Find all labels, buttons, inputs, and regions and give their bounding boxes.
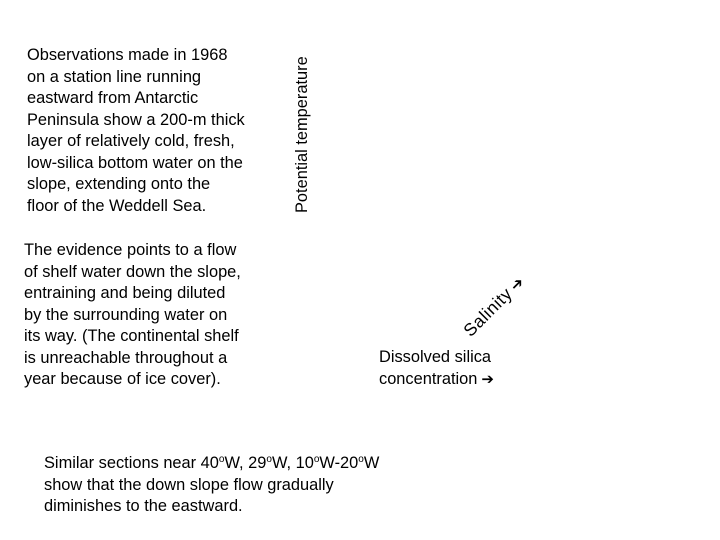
text-segment: Similar sections near 40 (44, 454, 219, 472)
text-line: its way. (The continental shelf (24, 327, 239, 345)
text-line: entraining and being diluted (24, 284, 226, 302)
text-line (379, 368, 494, 391)
salinity-label-text: Salinity (459, 283, 517, 341)
text-line: year because of ice cover). (24, 370, 221, 388)
salinity-axis-label (460, 272, 529, 341)
text-segment: W-20 (319, 454, 359, 472)
potential-temperature-axis-label: Potential temperature (293, 56, 311, 213)
text-line: by the surrounding water on (24, 305, 228, 324)
text-line: is unreachable throughout a (24, 348, 228, 367)
text-line: Peninsula show a 200-m thick (27, 110, 245, 129)
text-line: The evidence points to a flow (24, 241, 237, 259)
text-segment: W (363, 454, 380, 472)
text-line: of shelf water down the slope, (24, 262, 241, 281)
right-arrow-icon: ➔ (506, 273, 529, 295)
dissolved-silica-axis-label (379, 346, 494, 391)
text-segment: concentration (379, 370, 478, 388)
degree-superscript: o (266, 454, 272, 465)
text-line: floor of the Weddell Sea. (27, 196, 207, 215)
text-line: slope, extending onto the (27, 175, 211, 193)
similar-sections-paragraph (44, 453, 379, 518)
degree-superscript: o (218, 454, 225, 465)
observations-paragraph (27, 45, 245, 217)
text-line: layer of relatively cold, fresh, (27, 132, 235, 150)
text-line: Dissolved silica (379, 348, 492, 366)
text-segment: W, 10 (271, 454, 314, 472)
text-line (44, 453, 379, 475)
text-line: low-silica bottom water on the (27, 153, 243, 172)
text-segment: W, 29 (224, 454, 267, 472)
degree-superscript: o (358, 454, 364, 465)
text-line: eastward from Antarctic (27, 89, 199, 107)
text-line: Observations made in 1968 (27, 46, 228, 64)
degree-superscript: o (313, 454, 320, 465)
text-line: diminishes to the eastward. (44, 497, 243, 515)
text-line: show that the down slope flow gradually (44, 475, 334, 494)
text-line: on a station line running (27, 67, 202, 86)
right-arrow-icon: ➔ (481, 371, 494, 388)
evidence-paragraph (24, 240, 241, 391)
